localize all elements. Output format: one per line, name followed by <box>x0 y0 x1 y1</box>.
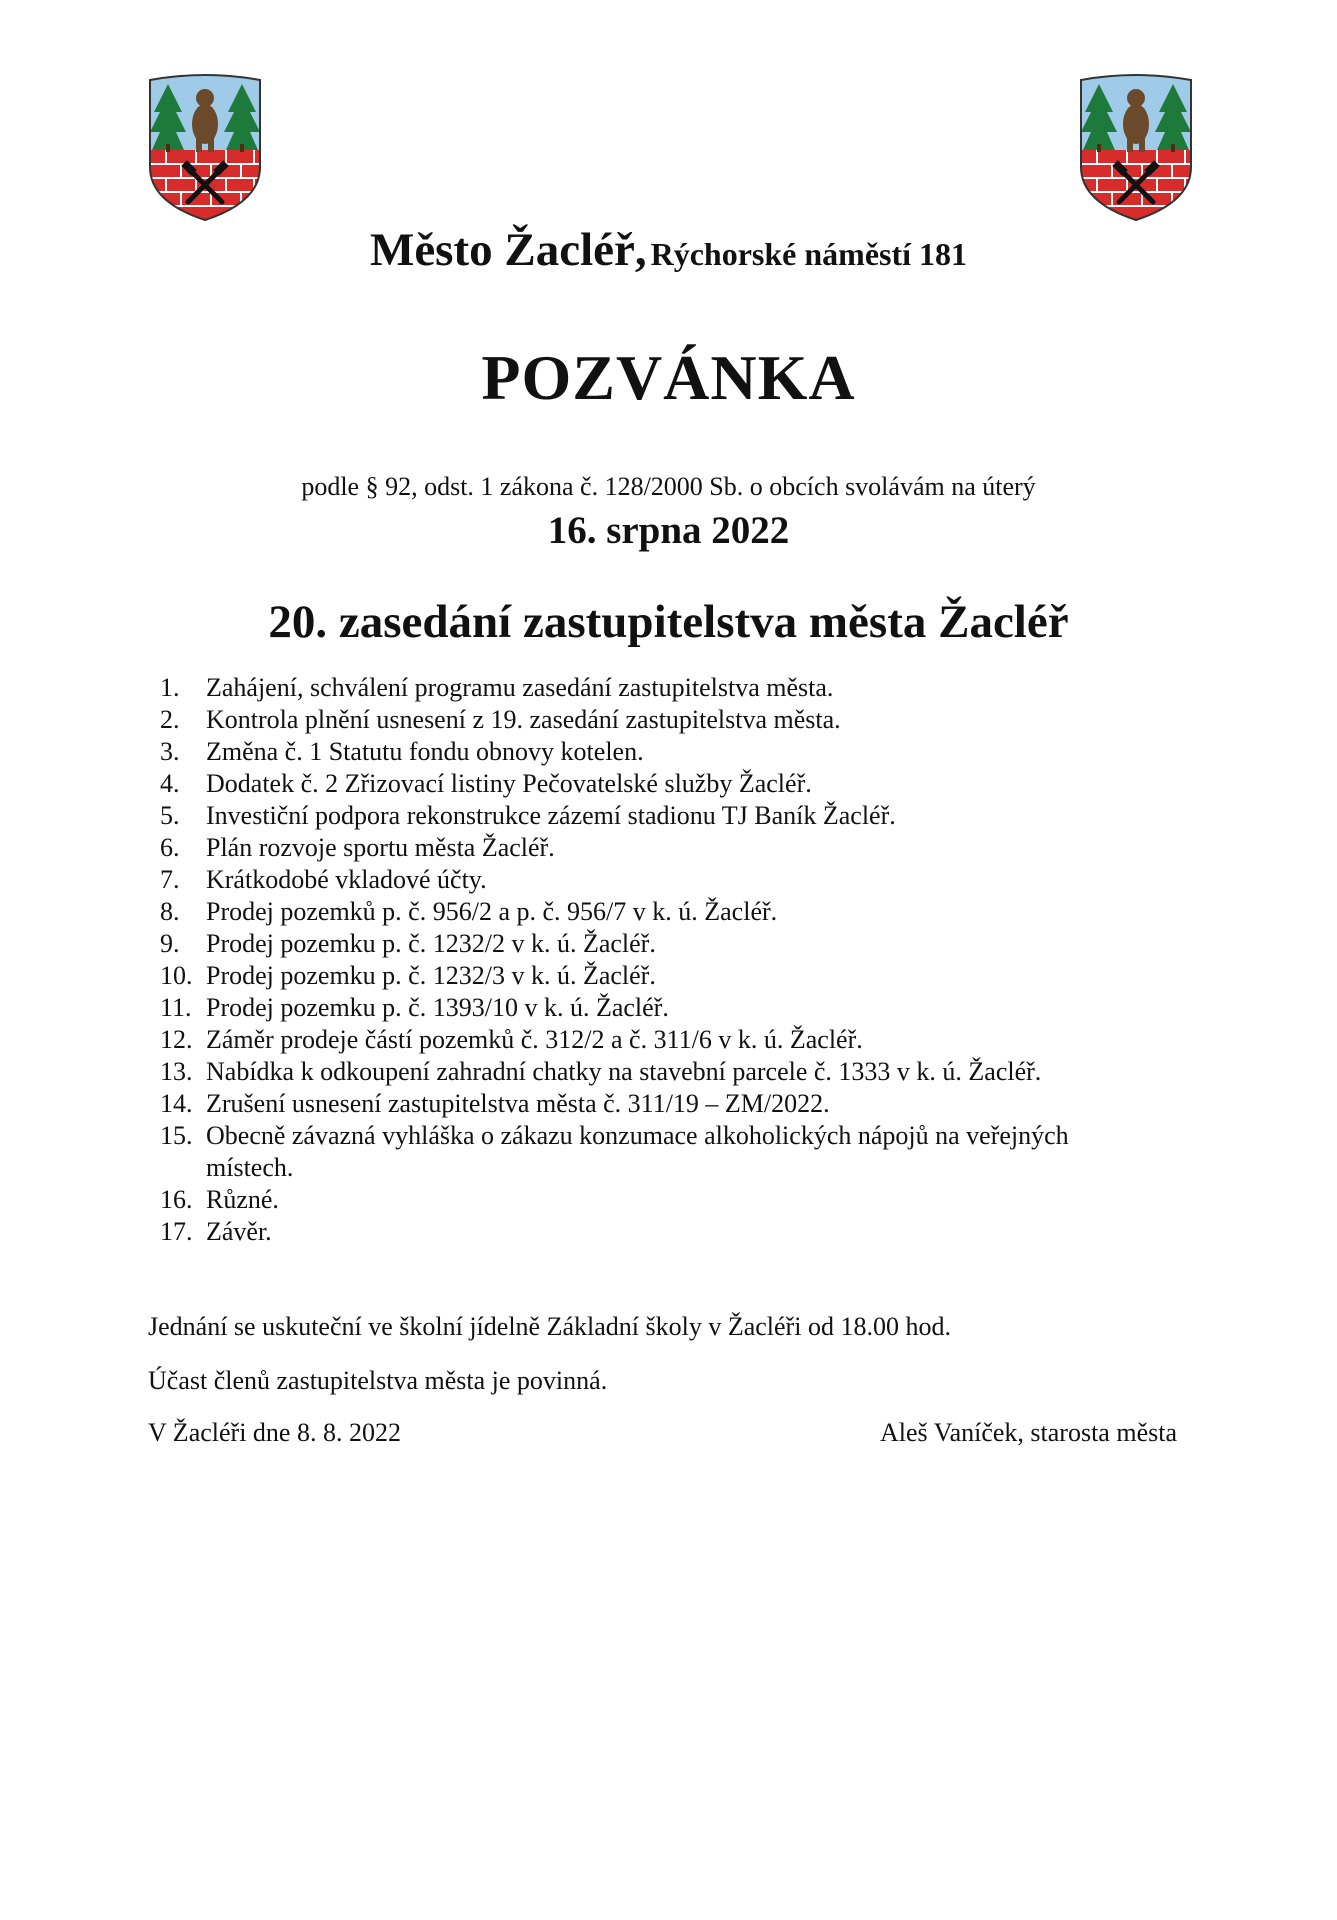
agenda-item-number: 14. <box>160 1089 193 1118</box>
meeting-date: 16. srpna 2022 <box>547 509 790 552</box>
agenda-item <box>160 960 1160 992</box>
agenda-item-text: Plán rozvoje sportu města Žacléř. <box>206 833 555 862</box>
agenda-item-number: 15. <box>160 1121 193 1150</box>
agenda-item-number: 2. <box>160 705 180 734</box>
agenda-item-text: Investiční podpora rekonstrukce zázemí stadionu TJ Baník Žacléř. <box>206 801 896 830</box>
city-address: Rýchorské náměstí 181 <box>650 236 968 272</box>
agenda-item-number: 11. <box>160 993 192 1022</box>
agenda-item <box>160 896 1160 928</box>
agenda-item-text: Prodej pozemků p. č. 956/2 a p. č. 956/7 v k. ú. Žacléř. <box>206 897 778 926</box>
agenda-item <box>160 1120 1160 1184</box>
agenda-item-text: Prodej pozemku p. č. 1232/2 v k. ú. Žacléř. <box>206 929 656 958</box>
agenda-item-number: 8. <box>160 897 180 926</box>
agenda-item-text: Závěr. <box>206 1217 272 1246</box>
agenda-item-text: Změna č. 1 Statutu fondu obnovy kotelen. <box>206 737 644 766</box>
agenda-item <box>160 800 1160 832</box>
agenda-item-number: 6. <box>160 833 180 862</box>
coat-of-arms-icon <box>146 72 264 222</box>
agenda-list <box>160 672 1160 1248</box>
session-title: 20. zasedání zastupitelstva města Žacléř <box>268 596 1069 648</box>
document-title: POZVÁNKA <box>481 342 856 413</box>
agenda-item <box>160 672 1160 704</box>
agenda-item <box>160 864 1160 896</box>
agenda-item-number: 10. <box>160 961 193 990</box>
agenda-item <box>160 832 1160 864</box>
agenda-item-text: Různé. <box>206 1185 279 1214</box>
agenda-item-text: Krátkodobé vkladové účty. <box>206 865 487 894</box>
agenda-item <box>160 736 1160 768</box>
agenda-item-number: 7. <box>160 865 180 894</box>
agenda-item-number: 9. <box>160 929 180 958</box>
agenda-item-text: Zahájení, schválení programu zasedání zastupitelstva města. <box>206 673 834 702</box>
agenda-item-number: 3. <box>160 737 180 766</box>
meeting-place-text: Jednání se uskuteční ve školní jídelně Základní školy v Žacléři od 18.00 hod. <box>148 1312 951 1341</box>
agenda-item-number: 17. <box>160 1217 193 1246</box>
document-header <box>0 220 1337 291</box>
agenda-item <box>160 1216 1160 1248</box>
coat-of-arms-icon <box>1077 72 1195 222</box>
agenda-item <box>160 1184 1160 1216</box>
agenda-item <box>160 768 1160 800</box>
agenda-item-text: Prodej pozemku p. č. 1232/3 v k. ú. Žacléř. <box>206 961 656 990</box>
signature-text: Aleš Vaníček, starosta města <box>880 1418 1177 1447</box>
agenda-item-number: 16. <box>160 1185 193 1214</box>
agenda-item-number: 5. <box>160 801 180 830</box>
attendance-text: Účast členů zastupitelstva města je povinná. <box>148 1366 608 1395</box>
legal-basis-text: podle § 92, odst. 1 zákona č. 128/2000 Sb. o obcích svolávám na úterý <box>301 472 1036 501</box>
agenda-item <box>160 992 1160 1024</box>
agenda-item-number: 1. <box>160 673 180 702</box>
agenda-item-text: Prodej pozemku p. č. 1393/10 v k. ú. Žacléř. <box>206 993 669 1022</box>
agenda-item-number: 4. <box>160 769 180 798</box>
agenda-item <box>160 1024 1160 1056</box>
agenda-item <box>160 1056 1160 1088</box>
agenda-item <box>160 1088 1160 1120</box>
agenda-item-text: Obecně závazná vyhláška o zákazu konzumace alkoholických nápojů na veřejných místech. <box>206 1121 1069 1182</box>
agenda-item-text: Dodatek č. 2 Zřizovací listiny Pečovatelské služby Žacléř. <box>206 769 812 798</box>
agenda-item <box>160 704 1160 736</box>
city-name: Město Žacléř, <box>369 224 647 276</box>
agenda-item-text: Kontrola plnění usnesení z 19. zasedání zastupitelstva města. <box>206 705 841 734</box>
agenda-item-text: Nabídka k odkoupení zahradní chatky na stavební parcele č. 1333 v k. ú. Žacléř. <box>206 1057 1042 1086</box>
agenda-item-number: 13. <box>160 1057 193 1086</box>
agenda-item-number: 12. <box>160 1025 193 1054</box>
place-date-text: V Žacléři dne 8. 8. 2022 <box>148 1418 401 1447</box>
agenda-item-text: Zrušení usnesení zastupitelstva města č. 311/19 – ZM/2022. <box>206 1089 830 1118</box>
agenda-item <box>160 928 1160 960</box>
agenda-item-text: Záměr prodeje částí pozemků č. 312/2 a č. 311/6 v k. ú. Žacléř. <box>206 1025 863 1054</box>
